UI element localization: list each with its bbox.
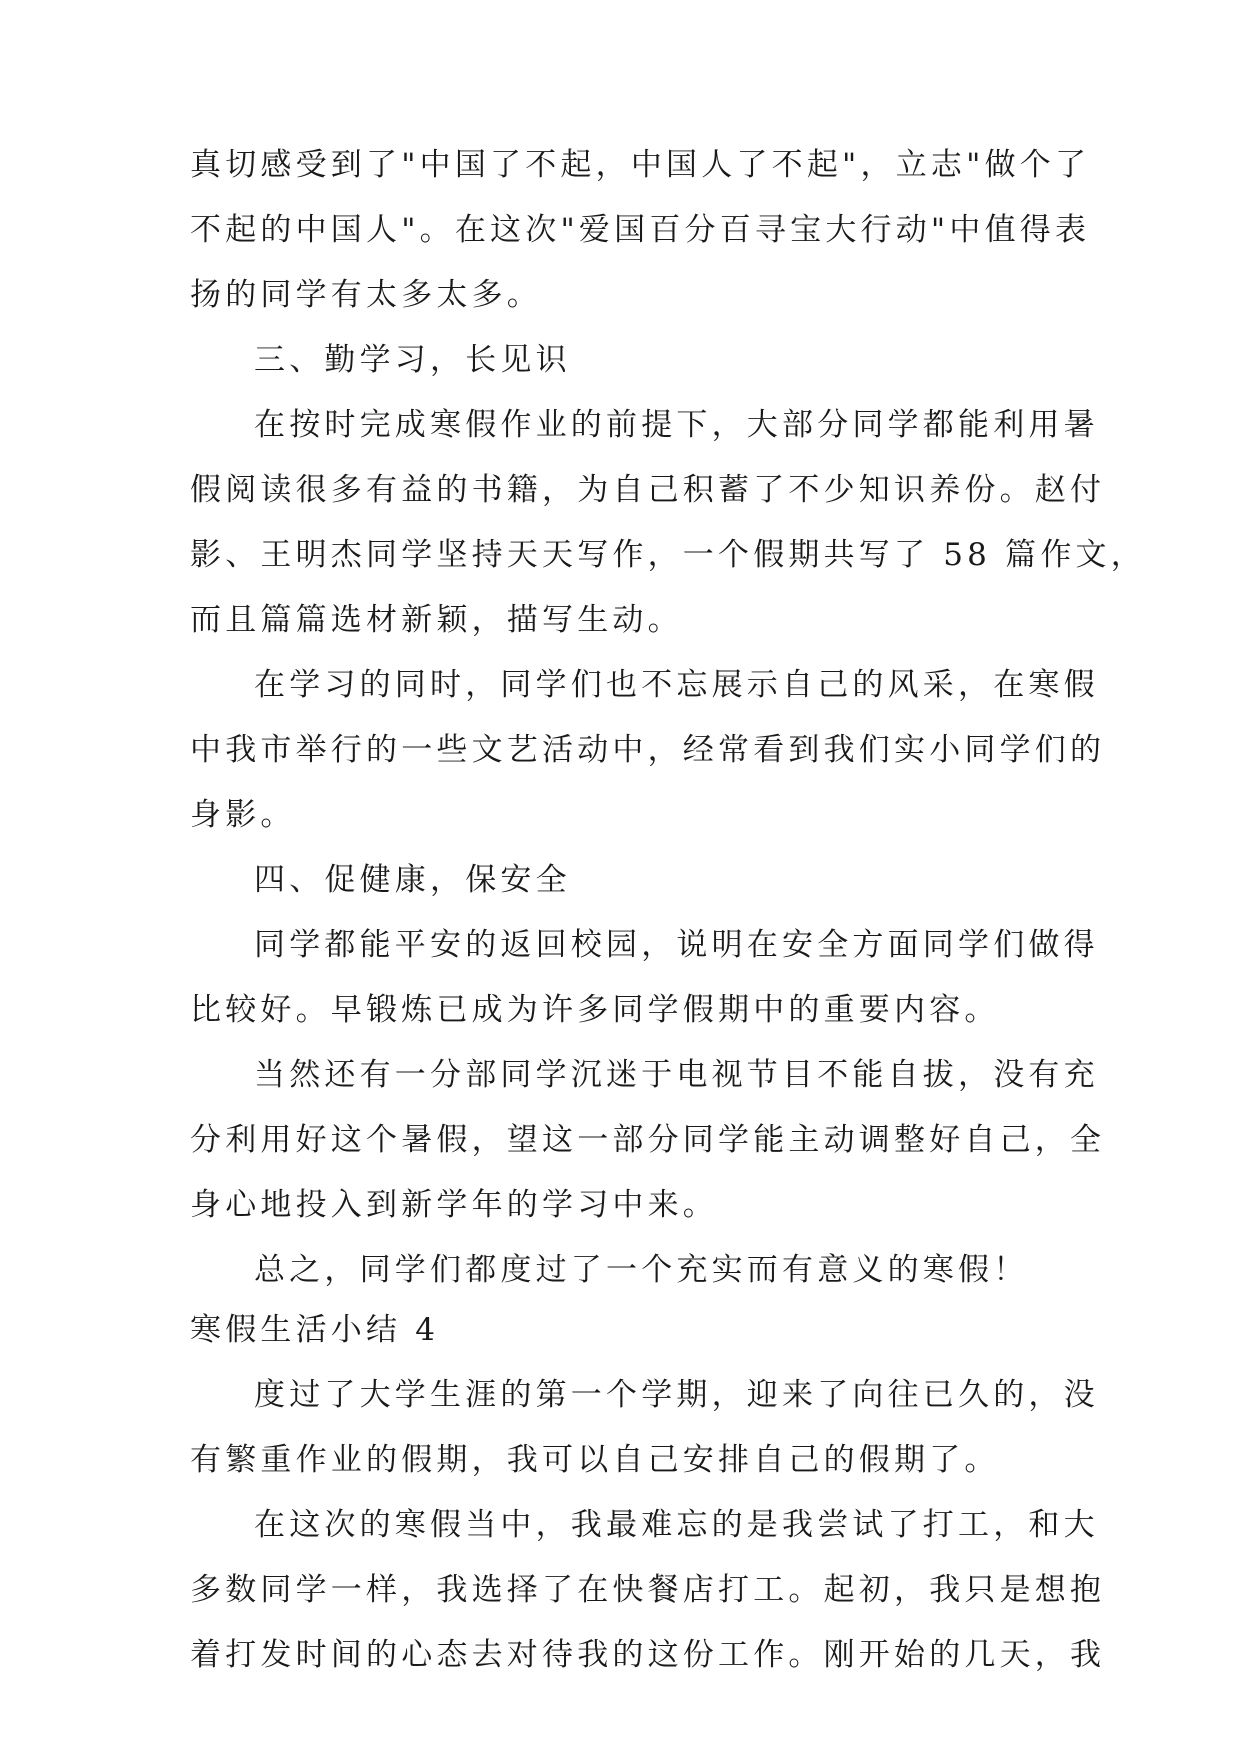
paragraph-line: 在学习的同时，同学们也不忘展示自己的风采，在寒假: [254, 667, 1099, 703]
paragraph-line: 扬的同学有太多太多。: [190, 277, 542, 313]
paragraph-line: 影、王明杰同学坚持天天写作，一个假期共写了 58 篇作文，: [190, 537, 1146, 573]
paragraph-line: 分利用好这个暑假，望这一部分同学能主动调整好自己，全: [190, 1122, 1106, 1158]
paragraph-line: 多数同学一样，我选择了在快餐店打工。起初，我只是想抱: [190, 1572, 1106, 1608]
paragraph-line: 总之，同学们都度过了一个充实而有意义的寒假！: [254, 1252, 1029, 1288]
paragraph-line: 身心地投入到新学年的学习中来。: [190, 1187, 718, 1223]
paragraph-line: 着打发时间的心态去对待我的这份工作。刚开始的几天，我: [190, 1637, 1106, 1673]
paragraph-line: 而且篇篇选材新颖，描写生动。: [190, 602, 683, 638]
paragraph-line: 有繁重作业的假期，我可以自己安排自己的假期了。: [190, 1442, 1000, 1478]
paragraph-line: 身影。: [190, 797, 296, 833]
paragraph-line: 在按时完成寒假作业的前提下，大部分同学都能利用暑: [254, 407, 1099, 443]
paragraph-line: 当然还有一分部同学沉迷于电视节目不能自拔，没有充: [254, 1057, 1099, 1093]
paragraph-line: 假阅读很多有益的书籍，为自己积蓄了不少知识养份。赵付: [190, 472, 1106, 508]
paragraph-line: 中我市举行的一些文艺活动中，经常看到我们实小同学们的: [190, 732, 1106, 768]
section-heading: 四、促健康，保安全: [254, 862, 571, 898]
section-heading: 三、勤学习，长见识: [254, 342, 571, 378]
paragraph-line: 在这次的寒假当中，我最难忘的是我尝试了打工，和大: [254, 1507, 1099, 1543]
paragraph-line: 同学都能平安的返回校园，说明在安全方面同学们做得: [254, 927, 1099, 963]
article-title: 寒假生活小结 4: [190, 1312, 440, 1348]
paragraph-line: 比较好。早锻炼已成为许多同学假期中的重要内容。: [190, 992, 1000, 1028]
paragraph-line: 不起的中国人"。在这次"爱国百分百寻宝大行动"中值得表: [190, 212, 1091, 248]
paragraph-line: 真切感受到了"中国了不起，中国人了不起"，立志"做个了: [190, 147, 1091, 183]
paragraph-line: 度过了大学生涯的第一个学期，迎来了向往已久的，没: [254, 1377, 1099, 1413]
